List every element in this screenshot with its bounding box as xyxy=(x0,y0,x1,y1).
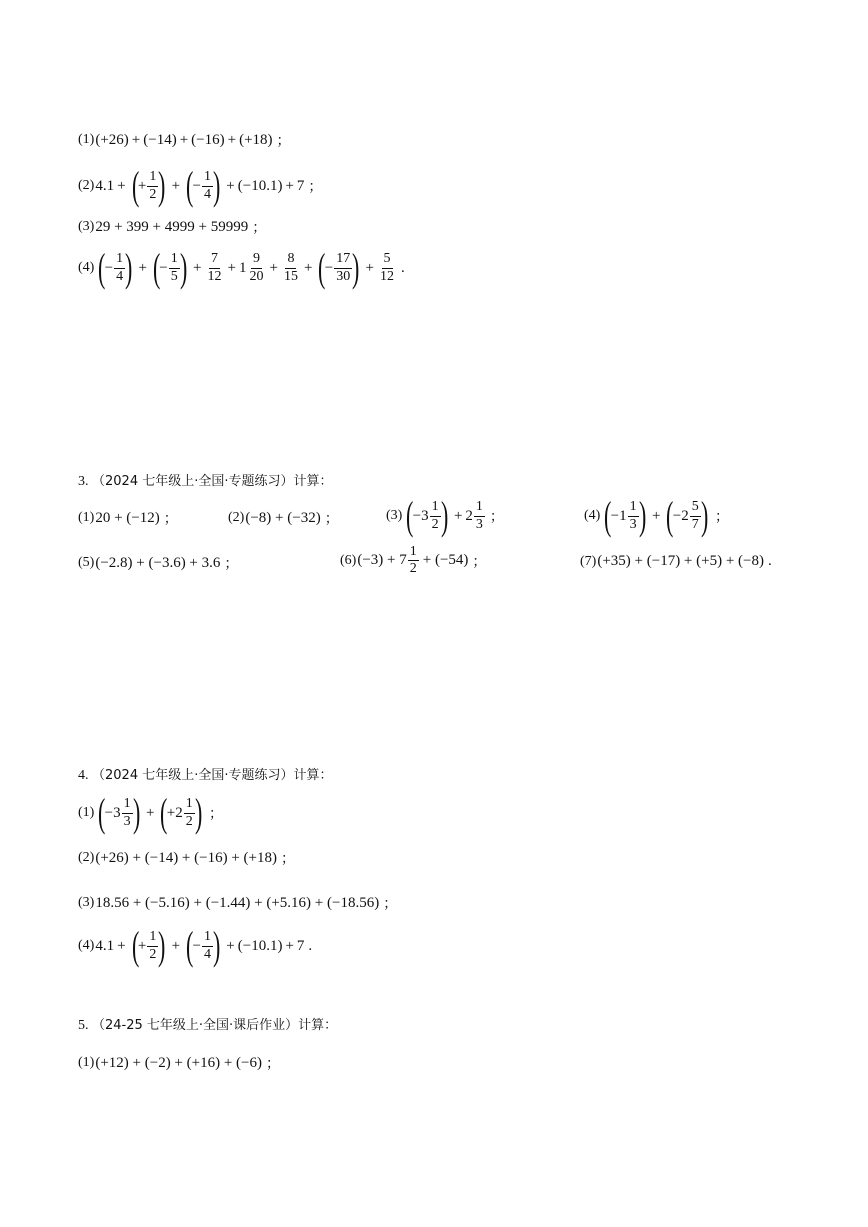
problem-3-3 xyxy=(386,493,504,538)
expression: (−8) + (−32) xyxy=(245,509,321,526)
item-label: (1) xyxy=(78,510,95,525)
question-number: 3. xyxy=(78,474,89,489)
punctuation: . xyxy=(768,553,772,569)
operator: + xyxy=(138,259,147,276)
punctuation: ； xyxy=(472,554,487,570)
operator: + xyxy=(303,259,313,276)
paren-group: ( − $\frac{1}{5}$ ) xyxy=(152,245,188,290)
problem-3-5 xyxy=(78,553,238,573)
operator: + xyxy=(226,937,235,954)
question-source: （24-25 七年级上·全国·课后作业）计算： xyxy=(92,1018,338,1033)
fraction: $\frac{1}{4}$ xyxy=(203,169,211,202)
question-source: （2024 七年级上·全国·专题练习）计算： xyxy=(92,474,333,489)
paren-group: ( +2 $\frac{1}{2}$ ) xyxy=(160,790,203,835)
term: (−16) xyxy=(191,131,225,148)
punctuation: ； xyxy=(383,897,398,912)
problem-2-3 xyxy=(78,217,266,237)
expression: + (−54) xyxy=(422,552,469,569)
question-number: 4. xyxy=(78,768,89,783)
paren-group: ( −1 $\frac{1}{3}$ ) xyxy=(604,493,646,538)
operator: + xyxy=(171,177,181,194)
problem-3-1 xyxy=(78,508,178,528)
item-label: (1) xyxy=(78,805,95,820)
question-4-heading xyxy=(78,764,332,784)
paren-group: ( − $\frac{1}{4}$ ) xyxy=(186,923,221,968)
paren-group: ( + $\frac{1}{2}$ ) xyxy=(131,923,166,968)
term: (+18) xyxy=(239,131,273,148)
operator: + xyxy=(171,937,181,954)
question-number: 5. xyxy=(78,1018,89,1033)
operator: + xyxy=(651,507,661,524)
operator: + xyxy=(117,937,126,954)
problem-3-6 xyxy=(340,544,486,577)
operator: + xyxy=(117,177,126,194)
punctuation: ； xyxy=(715,510,730,525)
punctuation: ； xyxy=(266,1057,281,1072)
expression: (+26) + (−14) + (−16) + (+18) xyxy=(95,849,278,866)
problem-4-1 xyxy=(78,790,224,835)
item-label: (3) xyxy=(78,895,95,910)
paren-group: ( − $\frac{1}{4}$ ) xyxy=(98,245,133,290)
expression: (+35) + (−17) + (+5) + (−8) xyxy=(597,553,765,569)
problem-5-1 xyxy=(78,1053,280,1073)
fraction: $\frac{1}{2}$ xyxy=(149,929,157,962)
item-label: (2) xyxy=(78,178,95,193)
fraction: $\frac{1}{4}$ xyxy=(116,251,124,284)
item-label: (5) xyxy=(78,555,95,570)
question-3-heading xyxy=(78,470,332,490)
operator: + xyxy=(285,937,294,954)
item-label: (2) xyxy=(78,850,95,865)
punctuation: ； xyxy=(209,807,224,822)
problem-3-4 xyxy=(584,493,730,538)
item-label: (3) xyxy=(386,508,403,523)
item-label: (4) xyxy=(584,508,601,523)
expression: (+12) + (−2) + (+16) + (−6) xyxy=(95,1054,263,1071)
expression: 18.56 + (−5.16) + (−1.44) + (+5.16) + (−18.56) xyxy=(95,894,380,911)
fraction: $\frac{1}{4}$ xyxy=(203,929,211,962)
problem-2-2 xyxy=(78,163,323,208)
fraction: $\frac{5}{12}$ xyxy=(380,251,395,284)
problem-4-3 xyxy=(78,893,397,913)
paren-group: ( + $\frac{1}{2}$ ) xyxy=(131,163,166,208)
fraction: $\frac{1}{2}$ xyxy=(409,544,417,577)
punctuation: ； xyxy=(489,510,504,525)
term: (−10.1) xyxy=(237,937,283,954)
problem-4-2 xyxy=(78,848,295,868)
paren-group: ( −3 $\frac{1}{3}$ ) xyxy=(98,790,140,835)
punctuation: ； xyxy=(276,134,291,149)
fraction: $\frac{8}{15}$ xyxy=(283,251,298,284)
punctuation: ； xyxy=(252,221,267,236)
fraction: $\frac{7}{12}$ xyxy=(207,251,222,284)
operator: + xyxy=(131,131,141,148)
term: 4.1 xyxy=(95,177,115,194)
mixed-number: 1 $\frac{9}{20}$ xyxy=(238,251,264,284)
operator: + xyxy=(453,507,463,524)
item-label: (7) xyxy=(580,553,597,569)
item-label: (4) xyxy=(78,260,95,275)
fraction: $\frac{17}{30}$ xyxy=(336,251,351,284)
term: (+26) xyxy=(95,131,129,148)
question-5-heading xyxy=(78,1014,337,1034)
problem-3-2 xyxy=(228,508,339,528)
question-source: （2024 七年级上·全国·专题练习）计算： xyxy=(92,768,333,783)
term: 7 xyxy=(296,177,305,194)
punctuation: ； xyxy=(281,852,296,867)
item-label: (1) xyxy=(78,132,95,147)
operator: + xyxy=(269,259,278,276)
operator: + xyxy=(365,259,375,276)
expression: 20 + (−12) xyxy=(95,509,160,526)
punctuation: . xyxy=(401,259,405,276)
punctuation: ； xyxy=(308,180,323,195)
item-label: (2) xyxy=(228,510,245,525)
operator: + xyxy=(145,804,155,821)
expression: (−2.8) + (−3.6) + 3.6 xyxy=(95,554,221,571)
operator: + xyxy=(226,177,235,194)
operator: + xyxy=(193,259,202,276)
item-label: (6) xyxy=(340,552,357,568)
operator: + xyxy=(285,177,294,194)
paren-group: ( −3 $\frac{1}{2}$ ) xyxy=(406,493,448,538)
term: 7 xyxy=(296,937,305,954)
operator: + xyxy=(179,131,189,148)
problem-4-4 xyxy=(78,923,313,968)
term: (−14) xyxy=(143,131,177,148)
item-label: (3) xyxy=(78,219,95,234)
item-label: (1) xyxy=(78,1055,95,1070)
problem-3-7 xyxy=(580,553,772,570)
punctuation: ； xyxy=(163,512,178,527)
term: 4.1 xyxy=(95,937,115,954)
problem-2-4 xyxy=(78,245,405,290)
term: (−10.1) xyxy=(237,177,283,194)
expression: 29 + 399 + 4999 + 59999 xyxy=(95,218,249,235)
mixed-number: 2 $\frac{1}{3}$ xyxy=(465,499,483,532)
paren-group: ( − $\frac{17}{30}$ ) xyxy=(318,245,360,290)
paren-group: ( − $\frac{1}{4}$ ) xyxy=(186,163,221,208)
punctuation: . xyxy=(308,937,313,954)
punctuation: ； xyxy=(224,557,239,572)
problem-2-1 xyxy=(78,130,291,150)
fraction: $\frac{1}{5}$ xyxy=(170,251,178,284)
fraction: $\frac{1}{2}$ xyxy=(149,169,157,202)
operator: + xyxy=(227,131,237,148)
expression: (−3) + 7 xyxy=(357,552,407,569)
paren-group: ( −2 $\frac{5}{7}$ ) xyxy=(666,493,709,538)
punctuation: ； xyxy=(324,512,339,527)
item-label: (4) xyxy=(78,938,95,953)
operator: + xyxy=(227,259,236,276)
